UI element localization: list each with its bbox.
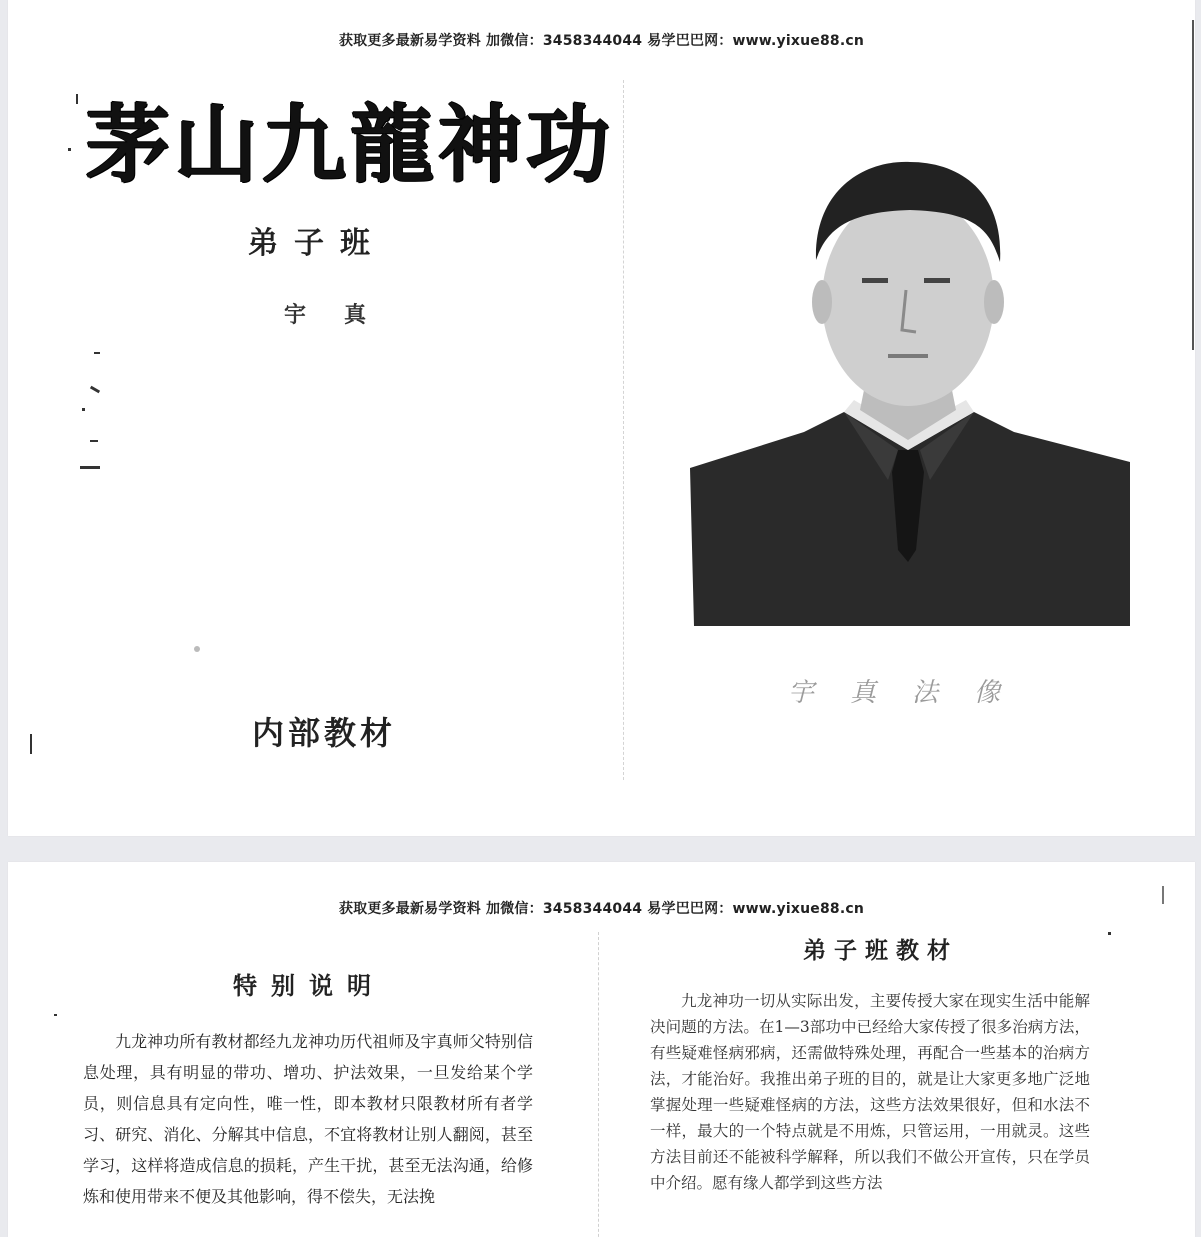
special-notice-body: 九龙神功所有教材都经九龙神功历代祖师及宇真师父特别信息处理，具有明显的带功、增功、护法效果，一旦发给某个学员，则信息具有定向性，唯一性，即本教材只限教材所有者学习、研究、消化、分解其中信息，不宜将教材让别人翻阅，甚至学习，这样将造成信息的损耗，产生干扰，甚至无法沟通，给修炼和使用带来不便及其他影响，得不偿失，无法挽 bbox=[83, 1032, 533, 1206]
portrait-caption: 宇真法像 bbox=[788, 678, 1037, 708]
page-fold-divider bbox=[623, 80, 624, 780]
special-notice-heading: 特别说明 bbox=[233, 971, 385, 1000]
page-fold-divider bbox=[598, 932, 599, 1237]
watermark-text: 获取更多最新易学资料 加微信：3458344044 易学巴巴网：www.yixue88.cn bbox=[338, 33, 865, 49]
author-name: 宇真 bbox=[284, 302, 405, 328]
portrait-photo bbox=[684, 150, 1130, 626]
scanned-page-cover bbox=[8, 0, 1195, 836]
book-title: 茅山九龍神功 bbox=[86, 96, 615, 194]
internal-material-label: 内部教材 bbox=[252, 714, 397, 752]
disciple-textbook-heading: 弟子班教材 bbox=[803, 937, 958, 964]
disciple-textbook-body: 九龙神功一切从实际出发，主要传授大家在现实生活中能解决问题的方法。在1—3部功中已经给大家传授了很多治病方法，有些疑难怪病邪病，还需做特殊处理，再配合一些基本的治病方法，才能治好。我推出弟子班的目的，就是让大家更多地广泛地掌握处理一些疑难怪病的方法，这些方法效果很好，但和水法不一样，最大的一个特点就是不用炼，只管运用，一用就灵。这些方法目前还不能被科学解释，所以我们不做公开宣传，只在学员中介绍。愿有缘人都学到这些方法 bbox=[650, 992, 1090, 1192]
book-subtitle: 弟子班 bbox=[248, 226, 386, 261]
scanned-page-notice bbox=[8, 862, 1195, 1237]
watermark-text: 获取更多最新易学资料 加微信：3458344044 易学巴巴网：www.yixue88.cn bbox=[338, 901, 865, 917]
